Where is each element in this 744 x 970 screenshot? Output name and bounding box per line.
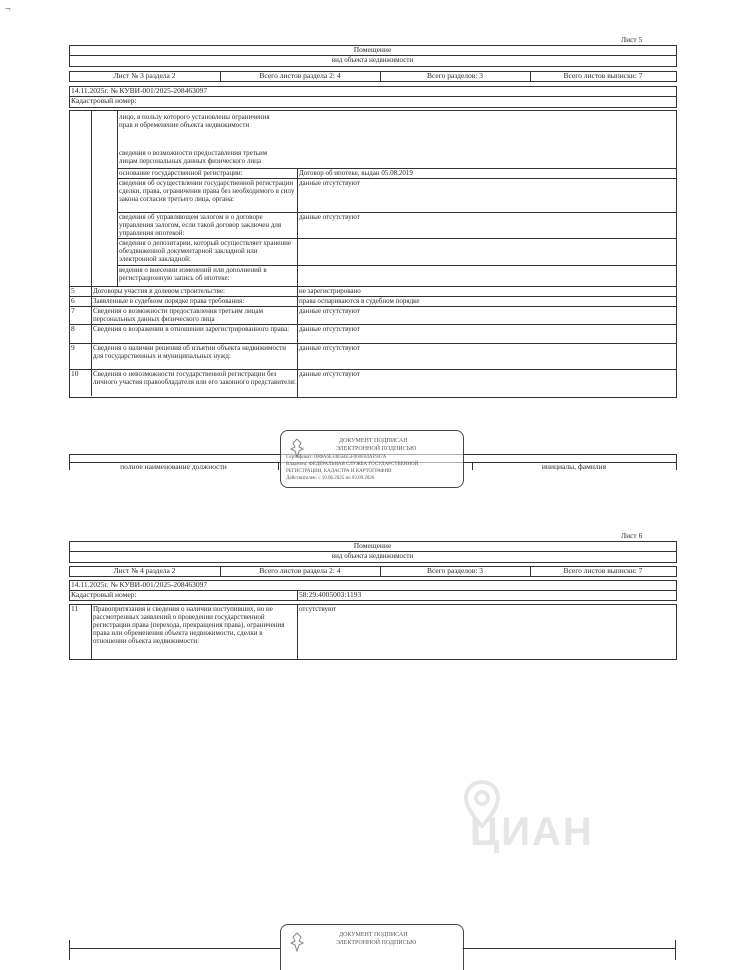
sub-row-label: основание государственной регистрации: bbox=[119, 169, 243, 177]
sub-row-label: сведения о депозитарии, который осуществляет хранение обездвиженной документарной закладной или электронной закладной: bbox=[119, 239, 291, 263]
row-value: данные отсутствуют bbox=[299, 370, 360, 378]
sheet-5-subtitle: вид объекта недвижимости bbox=[331, 56, 414, 64]
sub-row-value: данные отсутствуют bbox=[299, 213, 360, 221]
sheet-6-label: Лист 6 bbox=[621, 531, 643, 540]
stamp-subtitle: ЭЛЕКТРОННОЙ ПОДПИСЬЮ bbox=[336, 940, 417, 946]
stamp-certificate: Сертификат: 00ФА6ЕЗ485ВЕ5F060F04AF947А bbox=[286, 455, 387, 460]
stamp-title: ДОКУМЕНТ ПОДПИСАН bbox=[339, 932, 408, 938]
row-label: Договоры участия в долевом строительстве: bbox=[93, 287, 225, 295]
sheet-5-label: Лист 5 bbox=[621, 35, 643, 44]
row-value: данные отсутствуют bbox=[299, 307, 360, 315]
row-label: Сведения о возражении в отношении зарегистрированного права: bbox=[93, 325, 290, 333]
signature-position-label: полное наименование должности bbox=[120, 462, 227, 471]
row-label: Заявленные в судебном порядке права требования: bbox=[93, 297, 245, 305]
sheet-6-total-sheets-section: Всего листов раздела 2: 4 bbox=[259, 566, 341, 575]
stamp-owner-cont: РЕГИСТРАЦИИ, КАДАСТРА И КАРТОГРАФИИ bbox=[286, 469, 392, 474]
sub-row-label: лицо, в пользу которого установлены ограничения прав и обременение объекта недвижимости bbox=[119, 113, 270, 129]
stamp-owner: Владелец: ФЕДЕРАЛЬНАЯ СЛУЖБА ГОСУДАРСТВЕННОЙ bbox=[286, 462, 419, 467]
row-value: данные отсутствуют bbox=[299, 344, 360, 352]
sub-row-label: сведения об осуществлении государственной регистрации сделки, права, ограничения права без необходимого в силу закона согласия третьего лица, органа: bbox=[119, 179, 295, 203]
sub-row-label: сведения о возможности предоставления третьим лицам персональных данных физического лица bbox=[119, 149, 268, 165]
sheet-6-title: Помещение bbox=[353, 541, 392, 550]
row-label: Сведения о невозможности государственной регистрации без личного участия правообладателя или его законного представителя: bbox=[93, 370, 296, 386]
row-number: 9 bbox=[71, 343, 75, 352]
emblem-icon bbox=[287, 931, 307, 953]
sub-row-value: Договор об ипотеке, выдан 05.08.2019 bbox=[299, 169, 413, 177]
stamp-validity: Действителен: с 10.06.2025 по 03.09.2026 bbox=[286, 476, 375, 481]
sheet-5-section-sheet: Лист № 3 раздела 2 bbox=[113, 71, 176, 80]
stamp-title: ДОКУМЕНТ ПОДПИСАН bbox=[339, 438, 408, 444]
row-number: 10 bbox=[71, 369, 79, 378]
sheet-5-total-sections: Всего разделов: 3 bbox=[426, 71, 484, 80]
sheet-5-doc-ref: 14.11.2025г. № КУВИ-001/2025-208463097 bbox=[71, 86, 208, 95]
electronic-signature-stamp bbox=[280, 430, 464, 488]
corner-mark: ¬ bbox=[5, 4, 11, 15]
row-number: 8 bbox=[71, 324, 75, 333]
row-label: Сведения о наличии решения об изъятии объекта недвижимости для государственных и муниципальных нужд: bbox=[93, 344, 287, 360]
row-value: не зарегистрировано bbox=[299, 287, 361, 295]
sheet-5-title: Помещение bbox=[353, 45, 392, 54]
sheet-5-cadastral-label: Кадастровый номер: bbox=[71, 96, 137, 105]
signature-initials-label: инициалы, фамилия bbox=[541, 462, 607, 471]
sheet-5-total-sheets-section: Всего листов раздела 2: 4 bbox=[259, 71, 341, 80]
sheet-6-cadastral-value: 58:29:4005003:1193 bbox=[299, 590, 362, 599]
row-number: 11 bbox=[71, 604, 79, 613]
row-number: 5 bbox=[71, 286, 75, 295]
sheet-6-subtitle: вид объекта недвижимости bbox=[331, 552, 414, 560]
sheet-6-total-sections: Всего разделов: 3 bbox=[426, 566, 484, 575]
row-number: 7 bbox=[71, 306, 75, 315]
row-value: права оспариваются в судебном порядке bbox=[299, 297, 420, 305]
electronic-signature-stamp bbox=[280, 924, 464, 970]
sub-row-label: сведения об управляющем залогом и о договоре управления залогом, если такой договор заключен для управления ипотекой: bbox=[119, 213, 282, 237]
sheet-6-cadastral-label: Кадастровый номер: bbox=[71, 590, 137, 599]
row-number: 6 bbox=[71, 296, 75, 305]
watermark-text: ЦИАН bbox=[470, 810, 594, 854]
row-value: данные отсутствуют bbox=[299, 325, 360, 333]
row-value: отсутствуют bbox=[299, 605, 337, 613]
sheet-5-total-sheets-extract: Всего листов выписки: 7 bbox=[563, 71, 643, 80]
stamp-subtitle: ЭЛЕКТРОННОЙ ПОДПИСЬЮ bbox=[336, 446, 417, 452]
row-label: Сведения о возможности предоставления третьим лицам персональных данных физического лица bbox=[93, 307, 264, 323]
row-label: Правопритязания и сведения о наличии поступивших, но не рассмотренных заявлений о проведении государственной регистрации права (перехода, прекращения права), ограничения права или обременения объекта недвижимости, сделки в отношении объекта недвижимости: bbox=[93, 605, 285, 645]
sub-row-label: ведения о внесении изменений или дополнений в регистрационную запись об ипотеке: bbox=[119, 266, 267, 282]
sheet-6-doc-ref: 14.11.2025г. № КУВИ-001/2025-208463097 bbox=[71, 580, 208, 589]
sub-row-value: данные отсутствуют bbox=[299, 179, 360, 187]
sheet-6-section-sheet: Лист № 4 раздела 2 bbox=[113, 566, 176, 575]
sheet-6-total-sheets-extract: Всего листов выписки: 7 bbox=[563, 566, 643, 575]
